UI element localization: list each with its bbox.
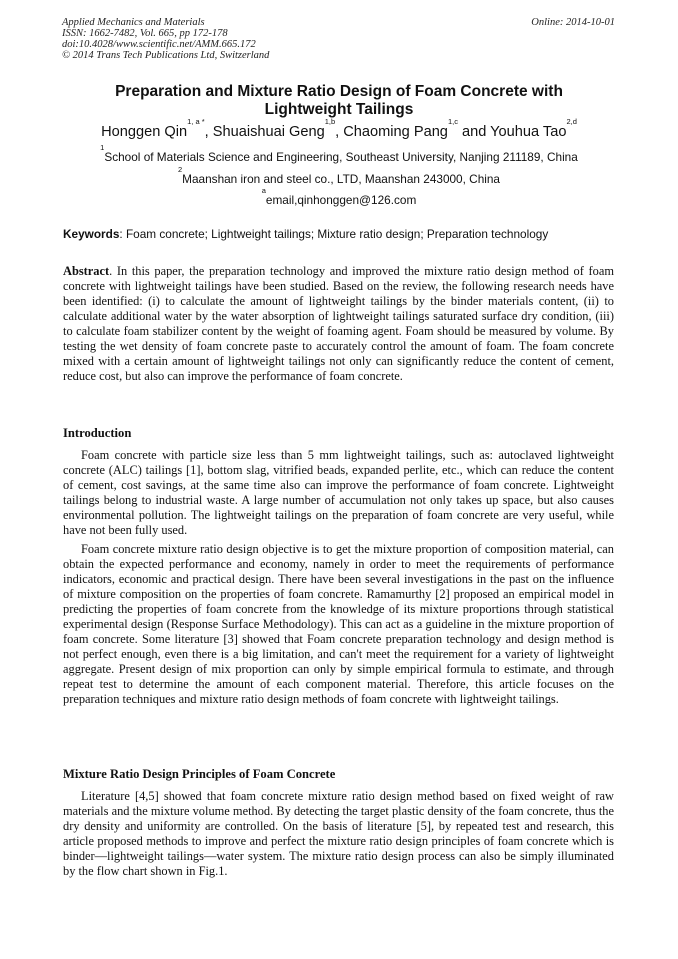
principles-paragraph-1: Literature [4,5] showed that foam concrete mixture ratio design method based on fixed weight of raw materials and the mixture volume method. By detecting the target plastic density of the foam concrete, thus the dry density and uniformity are controlled. On the basis of literature [5], by repeated test and research, this article proposed methods to improve and perfect the mixture ratio design principles of foam concrete which is binder—lightweight tailings—water system. The mixture ratio design process can also be simply illuminated by the flow chart shown in Fig.1. bbox=[63, 789, 614, 878]
email-mark: a bbox=[261, 186, 266, 195]
author-affiliation-mark: 1,b bbox=[324, 117, 336, 126]
abstract-text: . In this paper, the preparation technology and improved the mixture ratio design method of foam concrete with lightweight tailings have been studied. Based on the review, the following research needs have been identified: (i) to calculate the amount of lightweight tailings by the binder materials content, (ii) to calculate additional water by the water absorption of lightweight tailings saturated surface dry condition, (iii) to calculate foam stabilizer content by the weight of foaming agent. Foam should be measured by volume. By testing the wet density of foam concrete paste to accurately control the amount of foam. The foam concrete mixed with a certain amount of lightweight tailings not only can significantly reduce the content of cement, reduce cost, but also can improve the performance of foam concrete. bbox=[63, 264, 614, 383]
principles-heading: Mixture Ratio Design Principles of Foam Concrete bbox=[63, 767, 336, 781]
keywords-label: Keywords bbox=[63, 227, 120, 241]
copyright-line: © 2014 Trans Tech Publications Ltd, Switzerland bbox=[62, 50, 270, 61]
author-name: Shuaishuai Geng bbox=[212, 124, 325, 140]
author-name: Honggen Qin bbox=[101, 124, 188, 140]
abstract bbox=[63, 264, 614, 384]
author-separator: , bbox=[204, 124, 213, 140]
author-name: Youhua Tao bbox=[490, 124, 567, 140]
journal-name: Applied Mechanics and Materials bbox=[62, 17, 205, 28]
affiliation-text: Maanshan iron and steel co., LTD, Maanshan 243000, China bbox=[182, 172, 500, 186]
journal-header bbox=[62, 17, 269, 61]
author-affiliation-mark: 1, a * bbox=[187, 117, 205, 126]
author-separator: , bbox=[335, 124, 344, 140]
affiliation-mark: 2 bbox=[177, 165, 183, 174]
paper-title bbox=[60, 83, 618, 119]
affiliation-1 bbox=[40, 143, 638, 164]
author-list bbox=[40, 117, 638, 141]
issn-line: ISSN: 1662-7482, Vol. 665, pp 172-178 bbox=[62, 28, 228, 39]
affiliation-2 bbox=[40, 165, 638, 186]
keywords bbox=[63, 227, 623, 241]
affiliation-text: School of Materials Science and Engineering, Southeast University, Nanjing 211189, China bbox=[104, 150, 578, 164]
title-line-2: Lightweight Tailings bbox=[264, 101, 414, 118]
author-affiliation-mark: 2,d bbox=[566, 117, 577, 126]
title-line-1: Preparation and Mixture Ratio Design of Foam Concrete with bbox=[115, 83, 563, 100]
email-text: email,qinhonggen@126.com bbox=[265, 193, 417, 207]
author-name: Chaoming Pang bbox=[343, 124, 448, 140]
affiliation-mark: 1 bbox=[100, 143, 105, 152]
introduction-paragraph-1: Foam concrete with particle size less than 5 mm lightweight tailings, such as: autoclaved lightweight concrete (ALC) tailings [1], bottom slag, vitrified beads, expanded perlite, etc., which can reduce the content of cement, cost savings, at the same time also can improve the performance of foam concrete. Lightweight tailings belong to industrial waste. A large number of accumulation not only takes up space, but also causes environmental pollution. The lightweight tailings on the preparation of foam concrete are very useful, while have not been fully used. bbox=[63, 448, 614, 537]
author-affiliation-mark: 1,c bbox=[447, 117, 458, 126]
online-date: Online: 2014-10-01 bbox=[531, 17, 615, 28]
doi-line: doi:10.4028/www.scientific.net/AMM.665.172 bbox=[62, 39, 256, 50]
author-separator: and bbox=[457, 124, 491, 140]
introduction-paragraph-2: Foam concrete mixture ratio design objective is to get the mixture proportion of composition material, can obtain the expected performance and economy, namely in order to meet the requirements of performance indicators, economic and practical design. There have been several investigations in the past on the influence of mixture composition on the properties of foam concrete. Ramamurthy [2] proposed an empirical model in predicting the properties of foam concrete from the knowledge of its mixture proportions through statistical experimental design (Response Surface Methodology). This can act as a guideline in the mixture proportion of foam concrete. Some literature [3] showed that Foam concrete preparation technology and design method is not perfect enough, even there is a big limitation, and can't meet the requirement for a variety of lightweight aggregate. Present design of mix proportion can only by simple empirical formula to estimate, and through repeat test to determine the amount of each component material. Therefore, this article focuses on the preparation techniques and mixture ratio design methods of foam concrete with lightweight tailings. bbox=[63, 542, 614, 706]
abstract-label: Abstract bbox=[63, 264, 110, 278]
author-email bbox=[40, 186, 638, 207]
keywords-text: : Foam concrete; Lightweight tailings; Mixture ratio design; Preparation technology bbox=[119, 227, 549, 241]
introduction-heading: Introduction bbox=[63, 426, 132, 440]
